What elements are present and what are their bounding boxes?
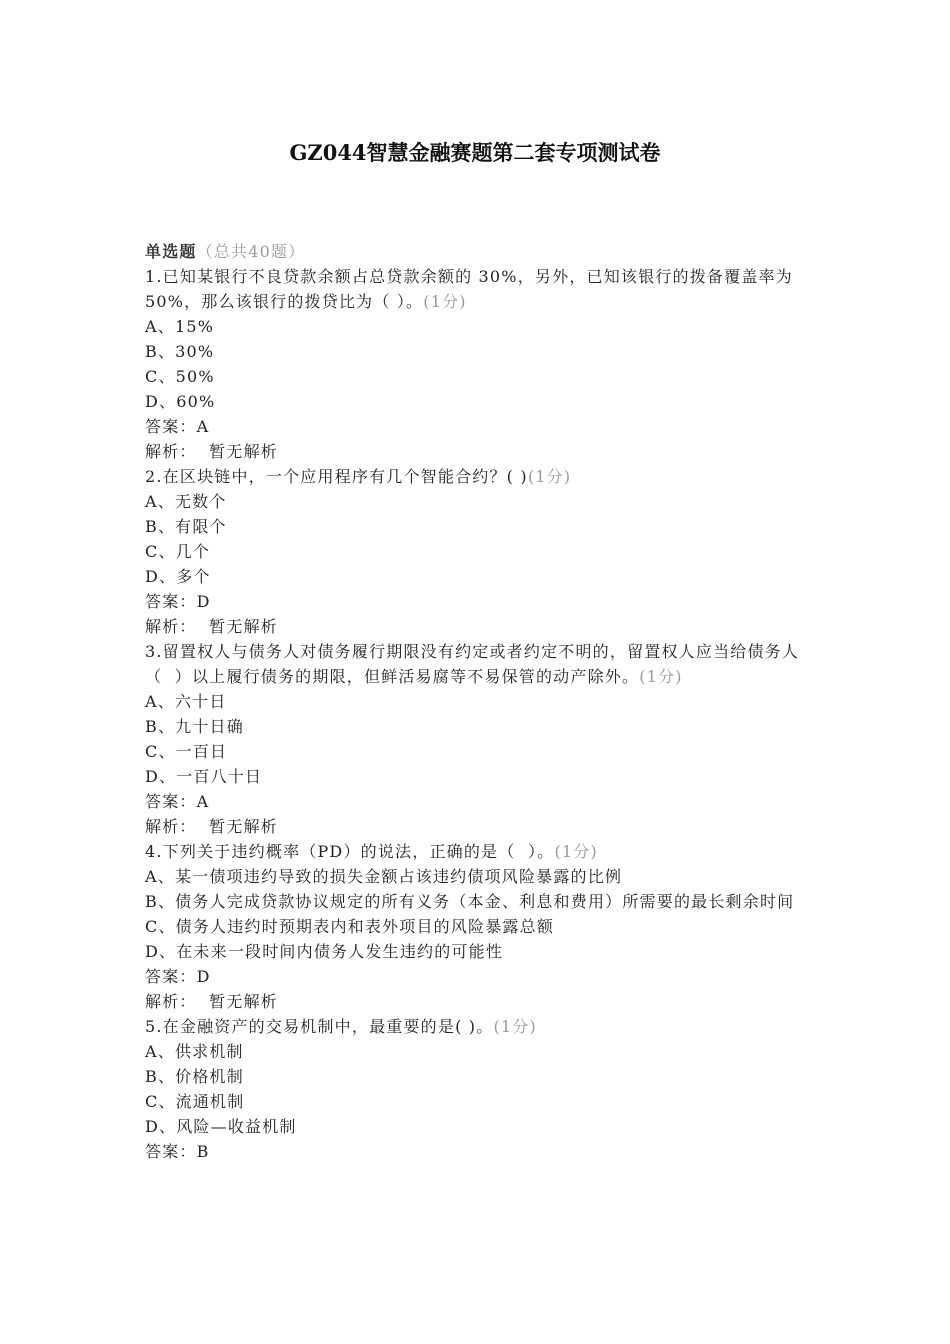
option-c: C、几个 [145, 542, 211, 561]
question-4 [145, 839, 805, 1014]
option-a: A、无数个 [145, 492, 227, 511]
option-c: C、50% [145, 367, 215, 386]
answer-line: 答案：D [145, 592, 211, 611]
question-1 [145, 264, 805, 464]
option-a: A、六十日 [145, 692, 227, 711]
section-label: 单选题 [145, 242, 197, 261]
question-3 [145, 639, 805, 839]
question-stem: 2.在区块链中，一个应用程序有几个智能合约？( )(1分) [145, 467, 572, 486]
option-d: D、多个 [145, 567, 211, 586]
option-a: A、15% [145, 317, 215, 336]
option-d: D、在未来一段时间内债务人发生违约的可能性 [145, 942, 504, 961]
section-count: （总共40题） [196, 242, 306, 261]
question-stem: 4.下列关于违约概率（PD）的说法，正确的是（ ）。(1分) [145, 842, 598, 861]
option-b: B、债务人完成贷款协议规定的所有义务（本金、利息和费用）所需要的最长剩余时间 [145, 892, 795, 911]
document-title: GZ044智慧金融赛题第二套专项测试卷 [289, 140, 661, 165]
question-5 [145, 1014, 805, 1164]
option-c: C、债务人违约时预期表内和表外项目的风险暴露总额 [145, 917, 555, 936]
option-c: C、一百日 [145, 742, 228, 761]
question-stem: 5.在金融资产的交易机制中，最重要的是( )。(1分) [145, 1017, 537, 1036]
analysis-line: 解析： 暂无解析 [145, 442, 278, 461]
option-b: B、价格机制 [145, 1067, 244, 1086]
option-b: B、30% [145, 342, 215, 361]
answer-line: 答案：D [145, 967, 211, 986]
answer-line: 答案：A [145, 792, 210, 811]
analysis-line: 解析： 暂无解析 [145, 817, 278, 836]
question-score: (1分) [423, 292, 467, 311]
question-2 [145, 464, 805, 639]
analysis-line: 解析： 暂无解析 [145, 992, 278, 1011]
section-heading [145, 239, 805, 264]
option-b: B、有限个 [145, 517, 227, 536]
answer-line: 答案：A [145, 417, 210, 436]
question-score: (1分) [527, 467, 572, 486]
analysis-line: 解析： 暂无解析 [145, 617, 278, 636]
option-a: A、供求机制 [145, 1042, 244, 1061]
question-list [145, 239, 805, 1164]
option-d: D、风险—收益机制 [145, 1117, 297, 1136]
question-stem: 1.已知某银行不良贷款余额占总贷款余额的 30%，另外，已知该银行的拨备覆盖率为 50%，那么该银行的拨贷比为（ ）。(1分) [145, 267, 800, 311]
question-score: (1分) [493, 1017, 537, 1036]
option-d: D、60% [145, 392, 216, 411]
question-score: (1分) [554, 842, 598, 861]
answer-line: 答案：B [145, 1142, 210, 1161]
option-d: D、一百八十日 [145, 767, 263, 786]
option-b: B、九十日确 [145, 717, 244, 736]
question-score: (1分) [639, 667, 683, 686]
option-a: A、某一债项违约导致的损失金额占该违约债项风险暴露的比例 [145, 867, 623, 886]
option-c: C、流通机制 [145, 1092, 245, 1111]
question-stem: 3.留置权人与债务人对债务履行期限没有约定或者约定不明的，留置权人应当给债务人（ ）以上履行债务的期限，但鲜活易腐等不易保管的动产除外。(1分) [145, 642, 800, 686]
